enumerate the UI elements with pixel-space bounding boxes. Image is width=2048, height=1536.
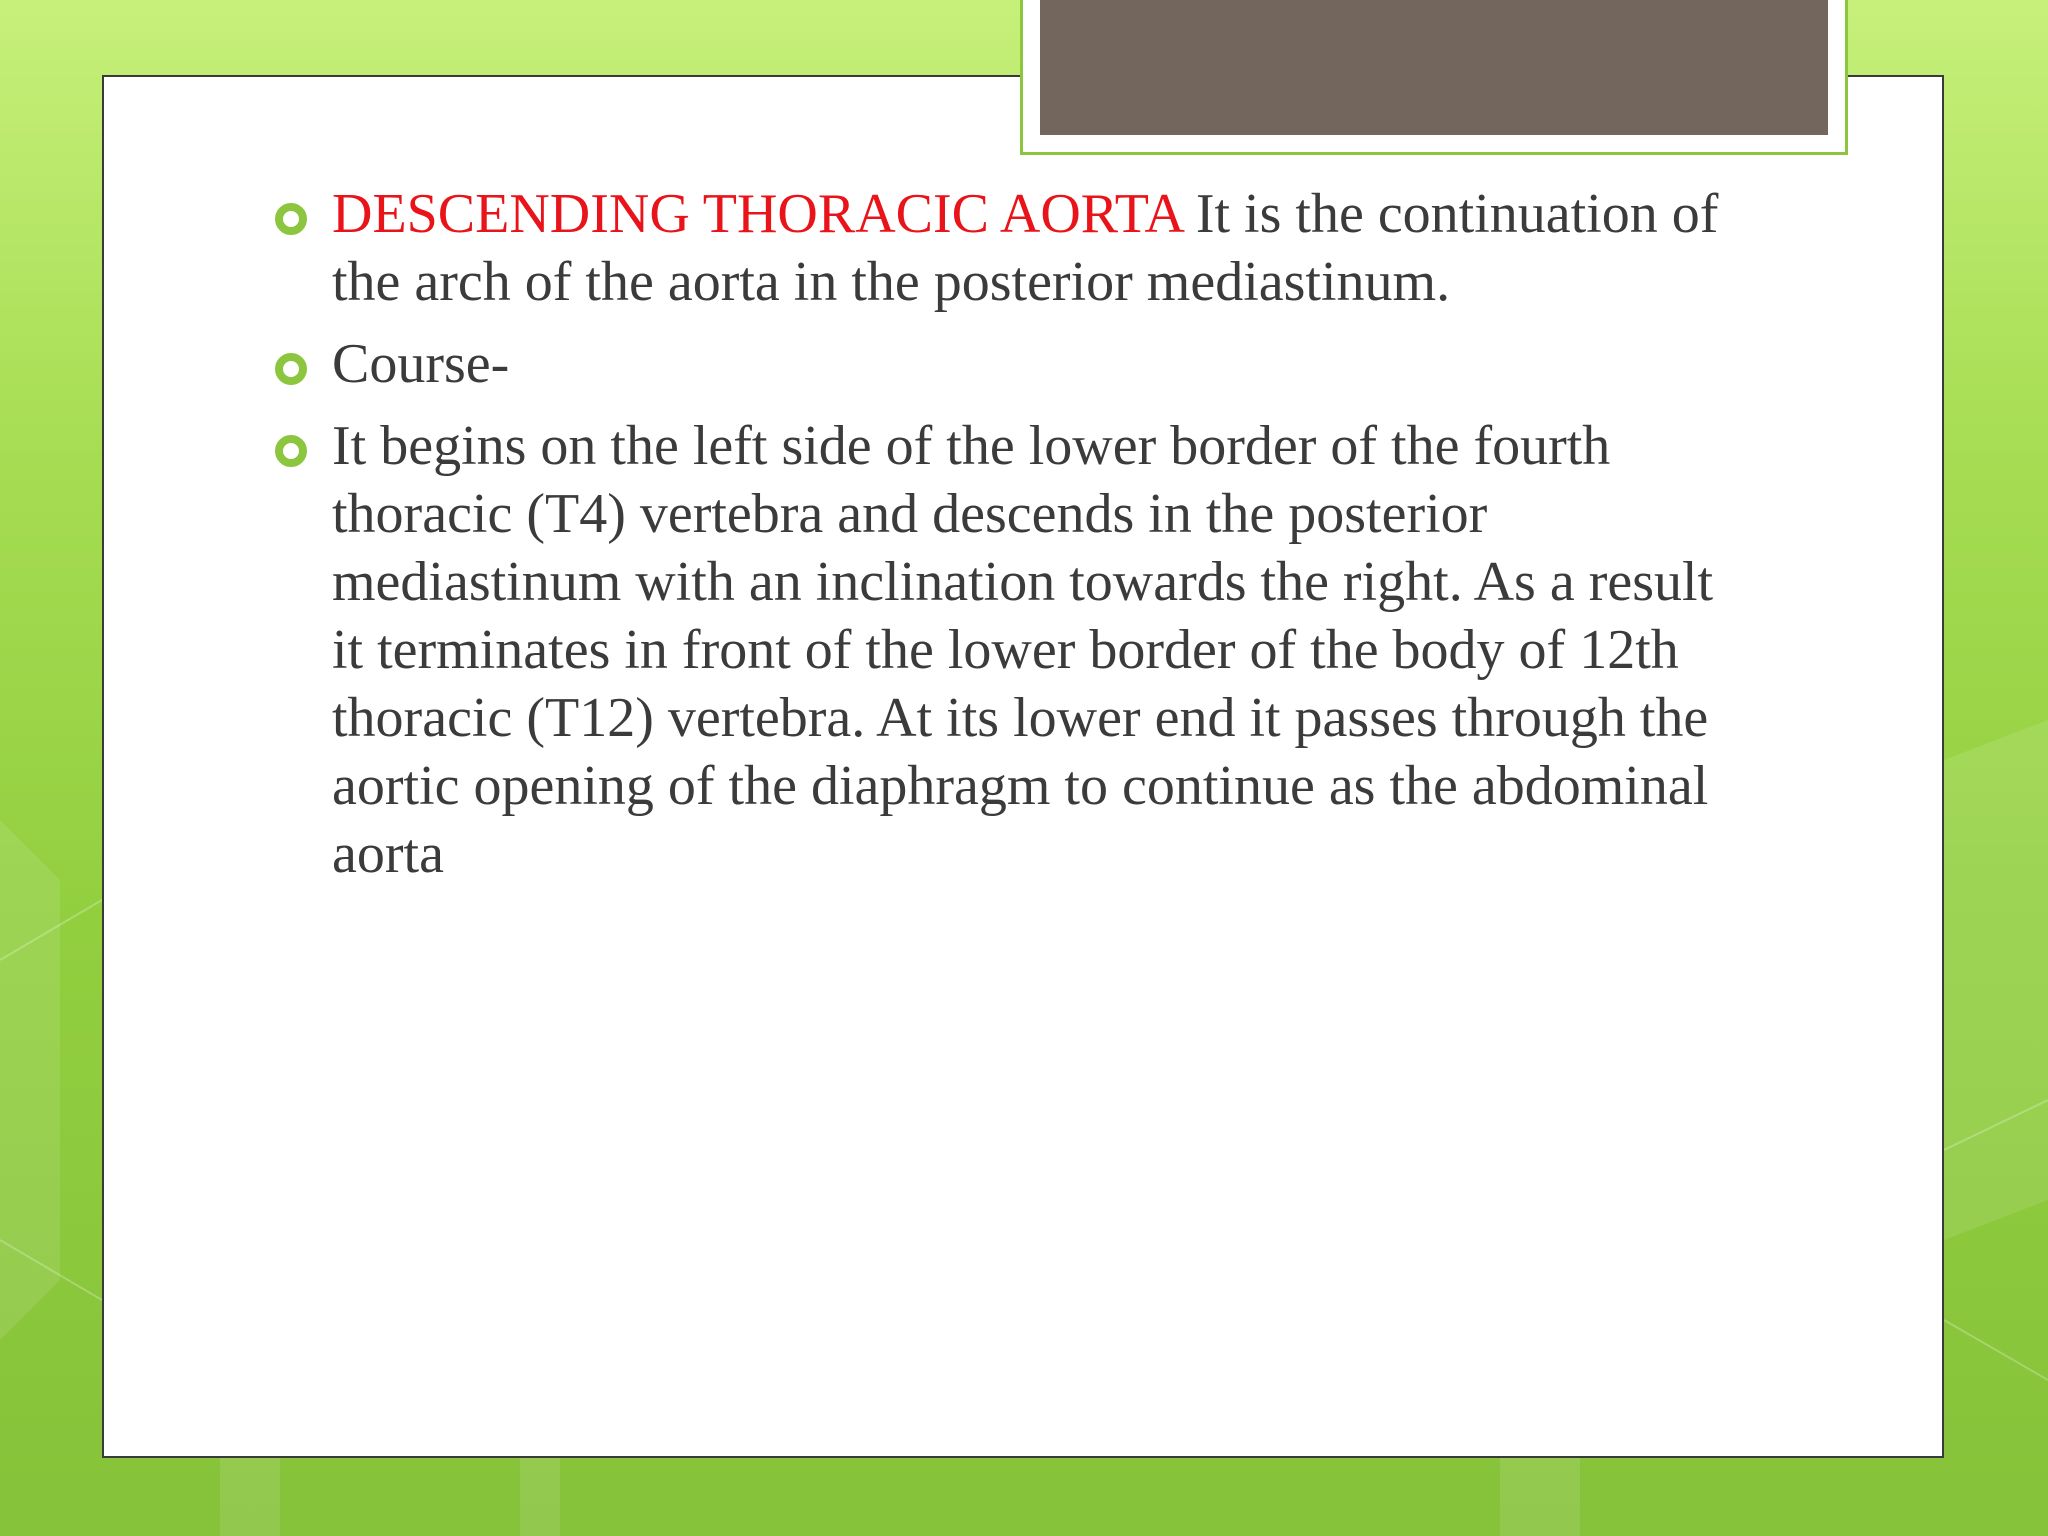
bullet-item-descending-thoracic-aorta: [270, 180, 1750, 316]
bullet-text: Course-: [332, 333, 510, 395]
bullet-list: [270, 180, 1750, 902]
title-placeholder-box: [1040, 0, 1828, 135]
bullet-item-course: [270, 330, 1750, 398]
highlight-term: DESCENDING THORACIC AORTA: [332, 183, 1182, 245]
ring-bullet-icon: [275, 203, 307, 235]
ring-bullet-icon: [275, 353, 307, 385]
bullet-text: It begins on the left side of the lower border of the fourth thoracic (T4) vertebra and descends in the posterior mediastinum with an inclination towards the right. As a result it terminates in front of the lower border of the body of 12th thoracic (T12) vertebra. At its lower end it passes through the aortic opening of the diaphragm to continue as the abdominal aorta: [332, 415, 1714, 885]
bullet-item-description: [270, 412, 1750, 888]
bullet-text: It is the continuation of the arch of the aorta in the posterior mediastinum.: [332, 183, 1719, 313]
ring-bullet-icon: [275, 435, 307, 467]
